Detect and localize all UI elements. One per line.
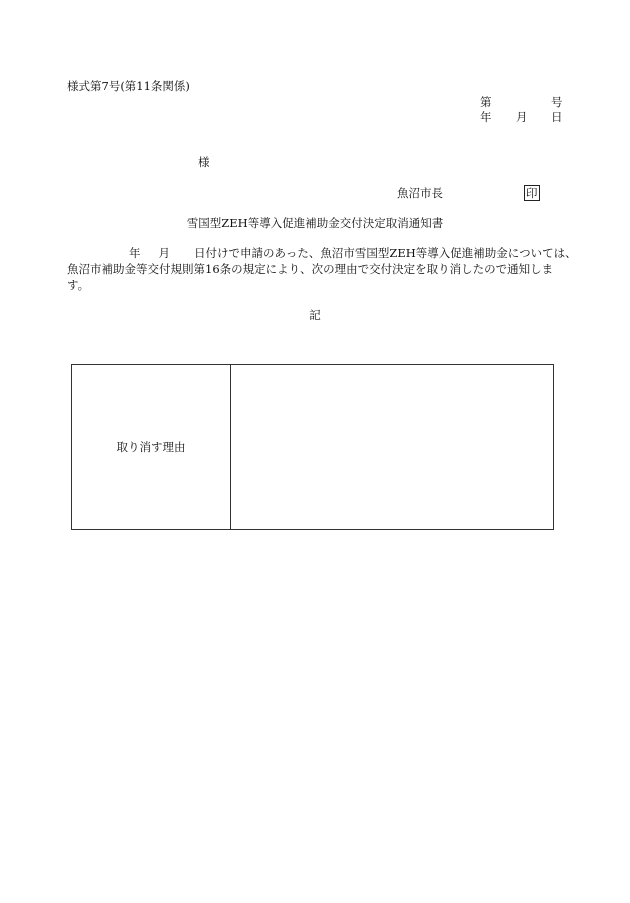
body-line-1-text: 日付けで申請のあった、魚沼市雪国型ZEH等導入促進補助金については、 (194, 246, 577, 260)
date-year-label: 年 (480, 110, 492, 124)
document-number-prefix: 第 (480, 95, 492, 109)
date-day-label: 日 (551, 110, 563, 124)
seal-mark: 印 (526, 186, 538, 200)
document-title: 雪国型ZEH等導入促進補助金交付決定取消通知書 (186, 216, 444, 230)
ki-heading: 記 (309, 308, 321, 322)
reason-label: 取り消す理由 (116, 440, 186, 454)
body-year-label: 年 (129, 246, 141, 260)
reason-value-cell (231, 365, 553, 529)
date-month-label: 月 (516, 110, 528, 124)
body-line-1 (129, 246, 577, 260)
form-number: 様式第7号(第11条関係) (67, 79, 190, 93)
body-line-2: 魚沼市補助金等交付規則第16条の規定により、次の理由で交付決定を取り消したので通知しま (67, 262, 554, 276)
body-month-label: 月 (158, 246, 170, 260)
issuer-name: 魚沼市長 (397, 186, 443, 200)
document-number-suffix: 号 (551, 95, 563, 109)
reason-table (71, 364, 554, 530)
recipient-honorific: 様 (198, 155, 210, 169)
reason-label-cell (72, 365, 231, 529)
body-line-3: す。 (67, 278, 90, 292)
